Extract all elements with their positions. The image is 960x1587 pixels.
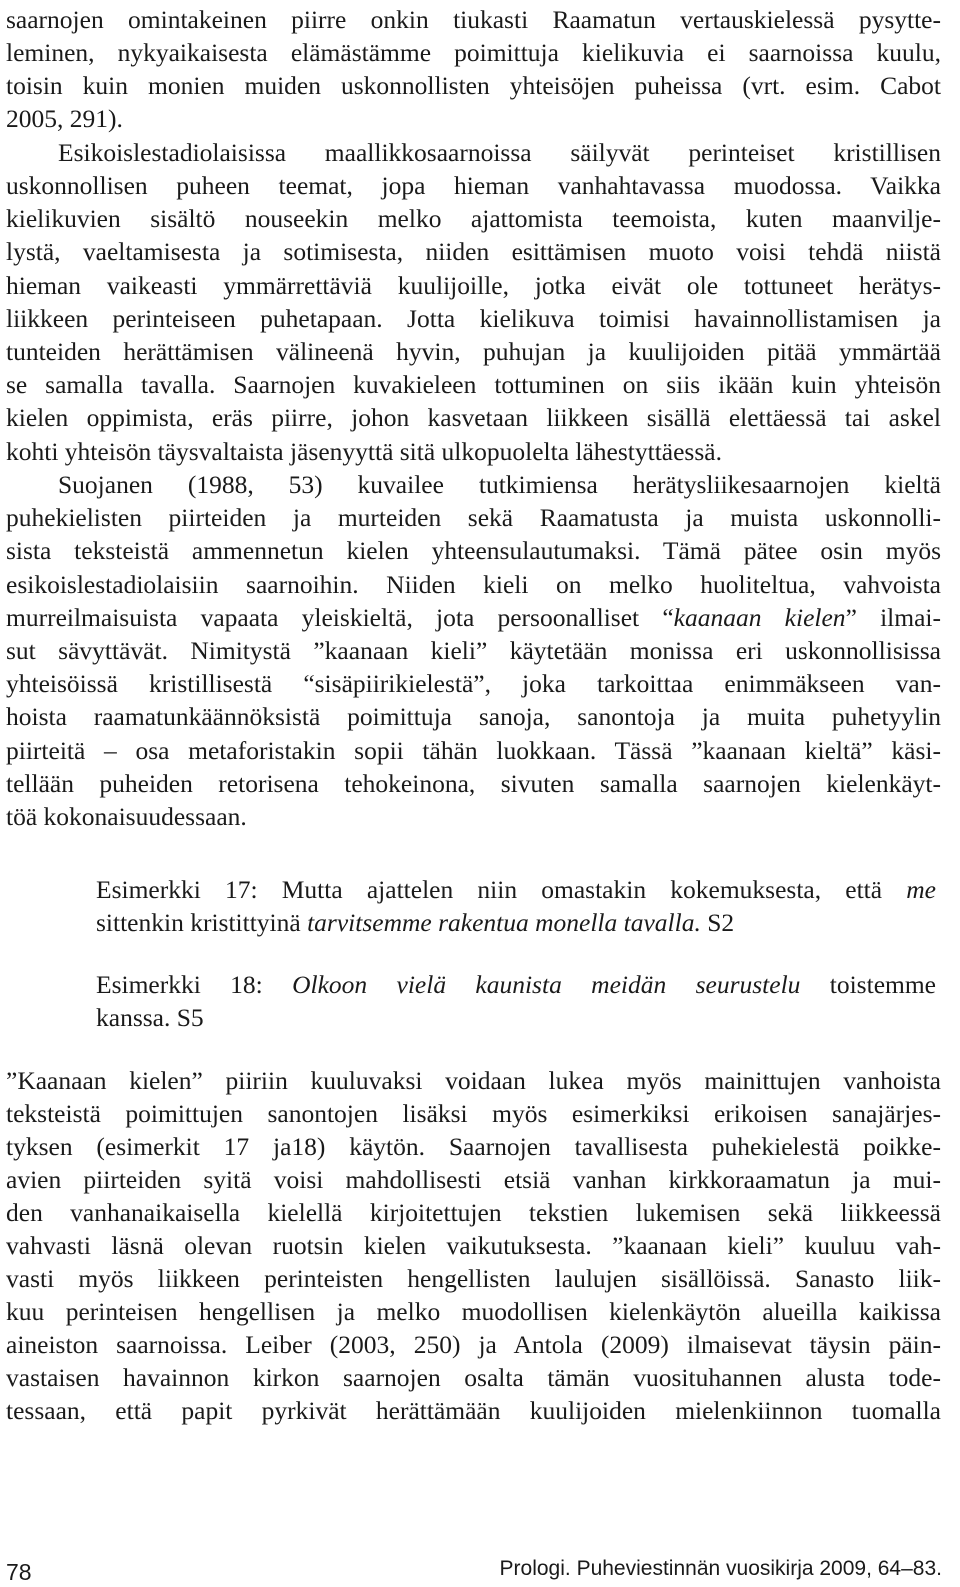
body-text-line: hieman vaikeasti ymmärrettäviä kuulijoille, jotka eivät ole tottuneet herätys- (6, 271, 941, 300)
italic-term-kaanaan-kielen: kaanaan kielen (673, 603, 846, 632)
body-text-line: uskonnollisen puheen teemat, jopa hieman vanhahtavassa muodossa. Vaikka (6, 171, 941, 200)
body-text-line: sut sävyttävät. Nimitystä ”kaanaan kieli” käytetään monissa eri uskonnollisissa (6, 636, 941, 665)
body-text-line: kielen oppimista, eräs piirre, johon kasvetaan liikkeen sisällä elettäessä tai askel (6, 403, 941, 432)
body-text-line: ”Kaanaan kielen” piiriin kuuluvaksi voidaan lukea myös mainittujen vanhoista (6, 1066, 941, 1095)
body-text-line: vahvasti läsnä olevan ruotsin kielen vaikutuksesta. ”kaanaan kieli” kuuluu vah- (6, 1231, 941, 1260)
example-label-text: Esimerkki 17: Mutta ajattelen niin omastakin kokemuksesta, että (96, 875, 907, 904)
example-18-line: kanssa. S5 (96, 1003, 204, 1032)
body-text-line: aineiston saarnoissa. Leiber (2003, 250) ja Antola (2009) ilmaisevat täysin päin- (6, 1330, 941, 1359)
body-text-line: teksteistä poimittujen sanontojen lisäksi myös esimerkiksi erikoisen sanajärjes- (6, 1099, 941, 1128)
body-text-line: avien piirteiden syitä voisi mahdollisesti etsiä vanhan kirkkoraamatun ja mui- (6, 1165, 941, 1194)
body-text-line: kuu perinteisen hengellisen ja melko muodollisen kielenkäytön alueilla kaikissa (6, 1297, 941, 1326)
body-text-line: tessaan, että papit pyrkivät herättämään kuulijoiden mielenkiinnon tuomalla (6, 1396, 941, 1425)
body-text-line: piirteitä – osa metaforistakin sopii tähän luokkaan. Tässä ”kaanaan kieltä” käsi- (6, 736, 941, 765)
body-text-line: puhekielisten piirteiden ja murteiden sekä Raamatusta ja muista uskonnolli- (6, 503, 941, 532)
running-footer: Prologi. Puheviestinnän vuosikirja 2009, 64–83. (499, 1557, 942, 1580)
body-text-line: Suojanen (1988, 53) kuvailee tutkimiensa herätysliikesaarnojen kieltä (58, 470, 941, 499)
body-text-line: vastaisen havainnon kirkon saarnojen osalta tämän vuosituhannen alusta tode- (6, 1363, 941, 1392)
body-text-line: Esikoislestadiolaisissa maallikkosaarnoissa säilyvät perinteiset kristillisen (58, 138, 941, 167)
body-text-line: lystä, vaeltamisesta ja sotimisesta, niiden esittämisen muoto voisi tehdä niistä (6, 237, 941, 266)
body-text-line: saarnojen omintakeinen piirre onkin tiukasti Raamatun vertauskielessä pysytte- (6, 5, 941, 34)
example-label-text: Esimerkki 18: (96, 970, 293, 999)
body-text-line: kohti yhteisön täysvaltaista jäsenyyttä sitä ulkopuolelta lähestyttäessä. (6, 437, 722, 466)
body-text-line: toisin kuin monien muiden uskonnollisten yhteisöjen puheissa (vrt. esim. Cabot (6, 71, 941, 100)
body-text-line: tyksen (esimerkit 17 ja18) käytön. Saarnojen tavallisesta puhekielestä poikke- (6, 1132, 941, 1161)
body-text-line: tellään puheiden retorisena tehokeinona, sivuten samalla saarnojen kielenkäyt- (6, 769, 941, 798)
example-italic-text: me (906, 875, 936, 904)
body-text-line: hoista raamatunkäännöksistä poimittuja sanoja, sanontoja ja muita puhetyylin (6, 702, 941, 731)
example-text: sittenkin kristittyinä (96, 908, 308, 937)
body-text-line: sista teksteistä ammennetun kielen yhteensulautumaksi. Tämä pätee osin myös (6, 536, 941, 565)
body-text-line: tunteiden herättämisen välineenä hyvin, puhujan ja kuulijoiden pitää ymmärtää (6, 337, 941, 366)
body-text-fragment: murreilmaisuista vapaata yleiskieltä, jota persoonalliset “ (6, 603, 674, 632)
body-text-fragment: ” ilmai- (845, 603, 941, 632)
body-text-line: yhteisöissä kristillisestä “sisäpiirikielestä”, joka tarkoittaa enimmäkseen van- (6, 669, 941, 698)
body-text-line: se samalla tavalla. Saarnojen kuvakieleen tottuminen on siis ikään kuin yhteisön (6, 370, 941, 399)
body-text-line: liikkeen perinteiseen puhetapaan. Jotta kielikuva toimisi havainnollistamisen ja (6, 304, 941, 333)
body-text-line: leminen, nykyaikaisesta elämästämme poimittuja kielikuvia ei saarnoissa kuulu, (6, 38, 941, 67)
body-text-line: kielikuvien sisältö nouseekin melko ajattomista teemoista, kuten maanvilje- (6, 204, 941, 233)
example-source-code: S2 (700, 908, 735, 937)
body-text-line: esikoislestadiolaisiin saarnoihin. Niiden kieli on melko huoliteltua, vahvoista (6, 570, 941, 599)
body-text-line: vasti myös liikkeen perinteisten hengellisten laulujen sisällöissä. Sanasto liik- (6, 1264, 941, 1293)
page-number: 78 (6, 1559, 32, 1585)
body-text-line: 2005, 291). (6, 104, 123, 133)
body-text-line: töä kokonaisuudessaan. (6, 802, 247, 831)
example-text: toistemme (800, 970, 937, 999)
example-italic-text: Olkoon vielä kaunista meidän seurustelu (292, 970, 801, 999)
example-italic-text: tarvitsemme rakentua monella tavalla. (307, 908, 701, 937)
example-17-line (96, 903, 936, 943)
body-text-line: den vanhanaikaisella kielellä kirjoitettujen tekstien lukemisen sekä liikkeessä (6, 1198, 941, 1227)
